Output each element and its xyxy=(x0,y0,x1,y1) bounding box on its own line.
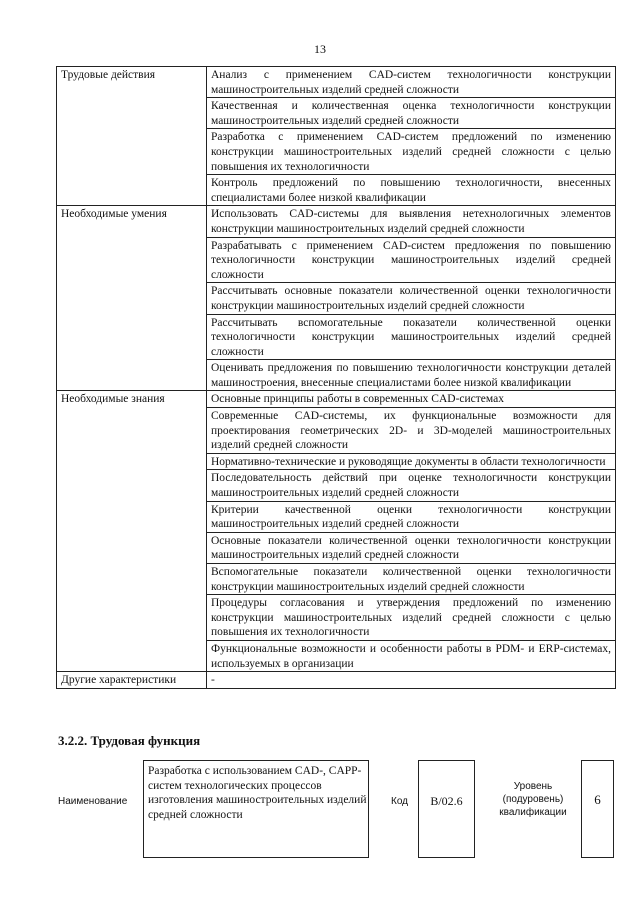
table-row xyxy=(57,206,616,237)
section-heading: 3.2.2. Трудовая функция xyxy=(58,733,201,748)
row-group-label: Необходимые знания xyxy=(57,391,207,672)
table-cell: Вспомогательные показатели количественной оценки технологичности конструкции машиностроительных изделий средней сложности xyxy=(207,564,616,595)
code-value: B/02.6 xyxy=(418,760,475,858)
table-cell: Оценивать предложения по повышению технологичности конструкции деталей машиностроения, внесенные специалистами более низкой квалификации xyxy=(207,360,616,391)
name-value: Разработка с использованием CAD-, CAPP-систем технологических процессов изготовления машиностроительных изделий средней сложности xyxy=(143,760,369,858)
level-value: 6 xyxy=(581,760,614,858)
table-cell: Качественная и количественная оценка технологичности конструкции машиностроительных изделий средней сложности xyxy=(207,98,616,129)
row-group-label: Трудовые действия xyxy=(57,67,207,206)
table-cell: Основные показатели количественной оценки технологичности конструкции машиностроительных изделий средней сложности xyxy=(207,532,616,563)
table-cell: Контроль предложений по повышению технологичности, внесенных специалистами более низкой квалификации xyxy=(207,175,616,206)
row-group-label: Другие характеристики xyxy=(57,672,207,689)
table-row xyxy=(57,391,616,408)
table-cell: Последовательность действий при оценке технологичности конструкции машиностроительных изделий средней сложности xyxy=(207,470,616,501)
table-cell: - xyxy=(207,672,616,689)
table-cell: Функциональные возможности и особенности работы в PDM- и ERP-системах, используемых в организации xyxy=(207,640,616,671)
table-row xyxy=(57,672,616,689)
table-cell: Рассчитывать вспомогательные показатели количественной оценки технологичности конструкции машиностроительных изделий средней сложности xyxy=(207,314,616,360)
table-cell: Основные принципы работы в современных CAD-системах xyxy=(207,391,616,408)
table-cell: Критерии качественной оценки технологичности конструкции машиностроительных изделий средней сложности xyxy=(207,501,616,532)
page-number: 13 xyxy=(314,42,326,56)
competency-table xyxy=(56,66,616,689)
labor-function-block xyxy=(58,760,618,860)
table-cell: Рассчитывать основные показатели количественной оценки технологичности конструкции машиностроительных изделий средней сложности xyxy=(207,283,616,314)
code-label: Код xyxy=(391,796,409,807)
level-label: Уровень (подуровень) квалификации xyxy=(499,781,567,818)
table-cell: Использовать CAD-системы для выявления нетехнологичных элементов конструкции машиностроительных изделий средней сложности xyxy=(207,206,616,237)
table-cell: Современные CAD-системы, их функциональные возможности для проектирования геометрических 2D- и 3D-моделей машиностроительных изделий средней сложности xyxy=(207,408,616,454)
table-cell: Процедуры согласования и утверждения предложений по изменению конструкции машиностроительных изделий средней сложности с целью повышения их технологичности xyxy=(207,595,616,641)
table-cell: Анализ с применением CAD-систем технологичности конструкции машиностроительных изделий средней сложности xyxy=(207,67,616,98)
table-cell: Разработка с применением CAD-систем предложений по изменению конструкции машиностроительных изделий средней сложности с целью повышения их технологичности xyxy=(207,129,616,175)
table-cell: Нормативно-технические и руководящие документы в области технологичности xyxy=(207,453,616,470)
name-label: Наименование xyxy=(58,796,128,807)
table-row xyxy=(57,67,616,98)
row-group-label: Необходимые умения xyxy=(57,206,207,391)
table-cell: Разрабатывать с применением CAD-систем предложения по повышению технологичности конструкции машиностроительных изделий средней сложности xyxy=(207,237,616,283)
